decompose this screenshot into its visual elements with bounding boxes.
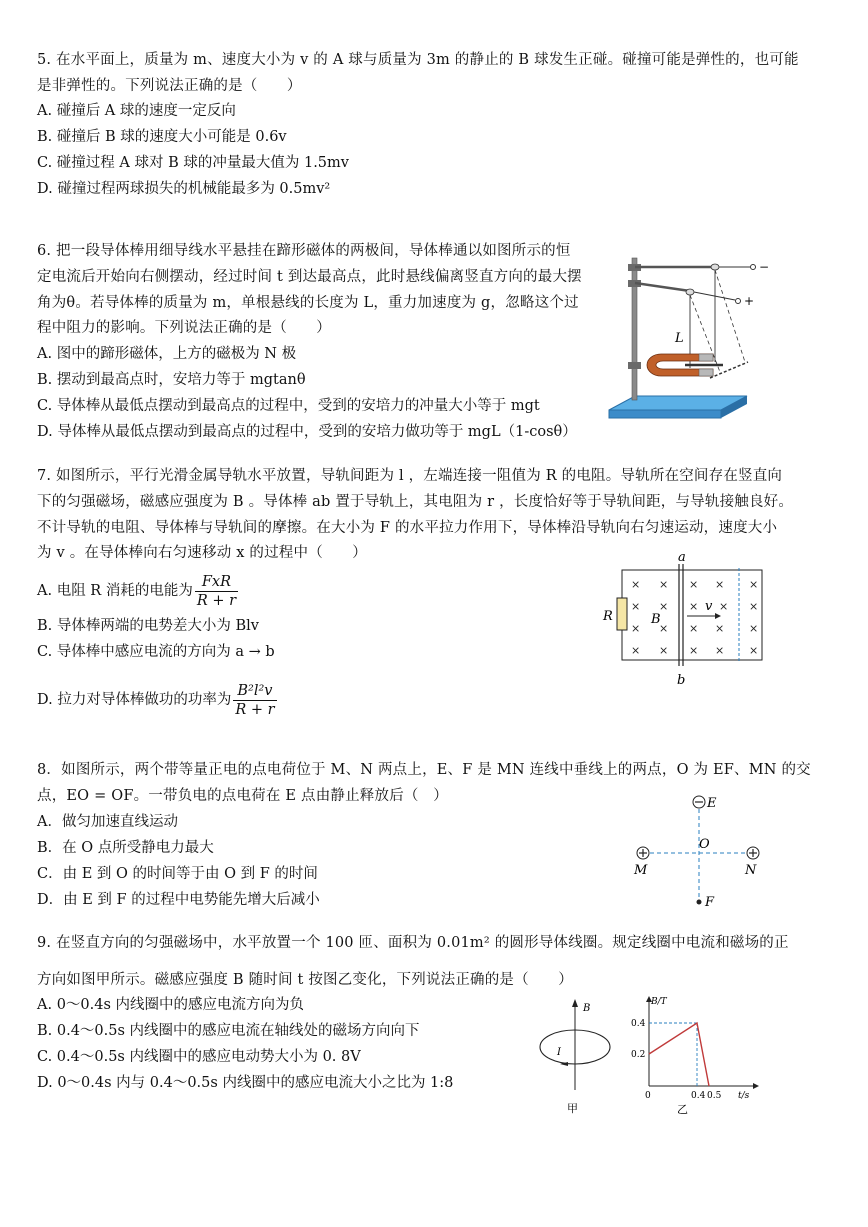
q7-option-d-denominator: R + r xyxy=(235,701,275,718)
field-cross: × xyxy=(659,600,669,613)
q9-option-c: C. 0.4～0.5s 内线圈中的感应电动势大小为 0. 8V xyxy=(37,1049,361,1065)
field-cross: × xyxy=(631,600,641,613)
terminal-plus xyxy=(736,299,741,304)
q5-stem-line2: 是非弹性的。下列说法正确的是（ ） xyxy=(37,78,302,94)
point-f xyxy=(697,900,702,905)
label-n: N xyxy=(745,863,757,878)
field-cross: × xyxy=(631,622,641,635)
q7-option-c: C. 导体棒中感应电流的方向为 a → b xyxy=(37,644,275,660)
field-cross: × xyxy=(689,622,699,635)
q7-option-a-text: A. 电阻 R 消耗的电能为 xyxy=(37,583,193,599)
q9-bt-graph xyxy=(625,992,760,1117)
q9-stem-line2: 方向如图甲所示。磁感应强度 B 随时间 t 按图乙变化，下列说法正确的是（ ） xyxy=(37,972,573,988)
graph-tick-02: 0.2 xyxy=(631,1050,646,1060)
q7-option-a-denominator: R + r xyxy=(196,592,237,609)
q9-stem-line1: 9. 在竖直方向的匀强磁场中，水平放置一个 100 匝、面积为 0.01m² 的圆形导体线圈。规定线圈中电流和磁场的正 xyxy=(37,935,789,951)
q8-option-b: B．在 O 点所受静电力最大 xyxy=(37,840,214,856)
terminal-upper xyxy=(711,264,719,270)
q7-option-a xyxy=(37,571,238,611)
q5-option-d: D. 碰撞过程两球损失的机械能最多为 0.5mv² xyxy=(37,181,331,197)
q5-option-b: B. 碰撞后 B 球的速度大小可能是 0.6v xyxy=(37,129,287,145)
label-a: a xyxy=(678,550,686,565)
q5-option-c: C. 碰撞过程 A 球对 B 球的冲量最大值为 1.5mv xyxy=(37,155,349,171)
graph-y-axis-label: B/T xyxy=(651,997,667,1007)
q7-option-a-numerator: FxR xyxy=(195,573,238,592)
q5-option-a: A. 碰撞后 A 球的速度一定反向 xyxy=(37,103,236,119)
length-label: L xyxy=(675,331,684,346)
label-b: b xyxy=(677,673,686,688)
q9-option-a: A. 0～0.4s 内线圈中的感应电流方向为负 xyxy=(37,997,305,1013)
q6-stem-line1: 6. 把一段导体棒用细导线水平悬挂在蹄形磁体的两极间，导体棒通以如图所示的恒 xyxy=(37,243,571,259)
coil-b-label: B xyxy=(583,1003,591,1014)
resistor-r xyxy=(617,598,627,630)
stand-post xyxy=(632,258,637,400)
graph-tick-x04: 0.4 xyxy=(691,1091,706,1101)
field-cross: × xyxy=(689,600,699,613)
terminal-minus xyxy=(751,265,756,270)
q6-option-c: C. 导体棒从最低点摆动到最高点的过程中，受到的安培力的冲量大小等于 mgt xyxy=(37,398,540,414)
q6-option-a: A. 图中的蹄形磁体，上方的磁极为 N 极 xyxy=(37,346,297,362)
q8-charges-figure xyxy=(625,792,775,917)
plus-sign: + xyxy=(744,294,755,308)
figure-yi-label: 乙 xyxy=(677,1103,688,1116)
q7-option-d xyxy=(37,680,277,720)
field-cross: × xyxy=(715,644,725,657)
resistor-label: R xyxy=(603,609,613,624)
q7-option-b: B. 导体棒两端的电势差大小为 Blv xyxy=(37,618,259,634)
label-field-b: B xyxy=(651,612,661,627)
field-cross: × xyxy=(659,578,669,591)
graph-x-axis-label: t/s xyxy=(738,1091,750,1101)
b-t-curve xyxy=(649,1023,709,1086)
field-cross: × xyxy=(749,622,759,635)
q7-option-d-numerator: B²l²v xyxy=(233,682,276,701)
graph-tick-04: 0.4 xyxy=(631,1019,646,1029)
field-cross: × xyxy=(749,600,759,613)
label-f: F xyxy=(705,895,715,910)
q8-option-c: C．由 E 到 O 的时间等于由 O 到 F 的时间 xyxy=(37,866,318,882)
q6-option-b: B. 摆动到最高点时，安培力等于 mgtanθ xyxy=(37,372,306,388)
q7-stem-line3: 不计导轨的电阻、导体棒与导轨间的摩擦。在大小为 F 的水平拉力作用下，导体棒沿导轨向右匀速运动，速度大小 xyxy=(37,520,778,536)
q9-coil-figure xyxy=(535,995,625,1115)
q6-stem-line2: 定电流后开始向右侧摆动，经过时间 t 到达最高点，此时悬线偏离竖直方向的最大摆 xyxy=(37,269,582,285)
q6-apparatus-figure xyxy=(605,250,775,425)
coil-current-label: I xyxy=(557,1047,561,1058)
field-cross: × xyxy=(689,578,699,591)
thread-right-deflected xyxy=(715,270,745,362)
label-m: M xyxy=(634,863,648,878)
q8-stem-line1: 8．如图所示，两个带等量正电的点电荷位于 M、N 两点上，E、F 是 MN 连线中垂线上的两点，O 为 EF、MN 的交 xyxy=(37,762,811,778)
field-cross: × xyxy=(631,578,641,591)
graph-tick-x0: 0 xyxy=(645,1091,651,1101)
q7-stem-line4: 为 v 。在导体棒向右匀速移动 x 的过程中（ ） xyxy=(37,545,368,561)
graph-tick-x05: 0.5 xyxy=(707,1091,722,1101)
axis-arrow-icon xyxy=(572,999,578,1007)
x-axis-arrow-icon xyxy=(753,1083,759,1089)
q5-stem-line1: 5. 在水平面上，质量为 m、速度大小为 v 的 A 球与质量为 3m 的静止的 B 球发生正碰。碰撞可能是弹性的，也可能 xyxy=(37,52,799,68)
terminal-lower xyxy=(686,289,694,295)
q6-stem-line3: 角为θ。若导体棒的质量为 m，单根悬线的长度为 L，重力加速度为 g，忽略这个过 xyxy=(37,295,579,311)
q6-stem-line4: 程中阻力的影响。下列说法正确的是（ ） xyxy=(37,320,331,336)
q7-stem-line1: 7. 如图所示，平行光滑金属导轨水平放置，导轨间距为 l ，左端连接一阻值为 R 的电阻。导轨所在空间存在竖直向 xyxy=(37,468,783,484)
minus-sign: − xyxy=(759,260,770,274)
field-cross: × xyxy=(689,644,699,657)
q7-stem-line2: 下的匀强磁场，磁感应强度为 B 。导体棒 ab 置于导轨上，其电阻为 r ，长度恰好等于导轨间距，与导轨接触良好。 xyxy=(37,494,794,510)
field-cross: × xyxy=(715,578,725,591)
label-o: O xyxy=(699,837,710,852)
q8-option-d: D．由 E 到 F 的过程中电势能先增大后减小 xyxy=(37,892,320,908)
label-e: E xyxy=(707,796,717,811)
field-cross: × xyxy=(749,578,759,591)
velocity-arrowhead xyxy=(715,613,721,619)
field-cross: × xyxy=(659,622,669,635)
rod-lower xyxy=(635,283,690,291)
field-cross: × xyxy=(749,644,759,657)
stand-base-front xyxy=(609,410,721,418)
figure-jia-label: 甲 xyxy=(567,1102,578,1115)
magnet-pole-top xyxy=(699,354,713,361)
q9-option-d: D. 0～0.4s 内与 0.4～0.5s 内线圈中的感应电流大小之比为 1:8 xyxy=(37,1075,454,1091)
q9-option-b: B. 0.4～0.5s 内线圈中的感应电流在轴线处的磁场方向向下 xyxy=(37,1023,420,1039)
q6-option-d: D. 导体棒从最低点摆动到最高点的过程中，受到的安培力做功等于 mgL（1-cosθ） xyxy=(37,424,577,440)
field-cross: × xyxy=(719,600,729,613)
q8-stem-line2: 点，EO = OF。一带负电的点电荷在 E 点由静止释放后（ ） xyxy=(37,788,448,804)
q8-option-a: A．做匀加速直线运动 xyxy=(37,814,178,830)
field-cross: × xyxy=(659,644,669,657)
wire-lower xyxy=(694,292,735,300)
clamp-bottom xyxy=(628,362,641,369)
label-velocity: v xyxy=(705,599,713,614)
q7-rail-figure xyxy=(595,550,775,690)
field-cross: × xyxy=(715,622,725,635)
magnet-pole-bottom xyxy=(699,369,713,376)
q7-option-d-text: D. 拉力对导体棒做功的功率为 xyxy=(37,692,232,708)
field-cross: × xyxy=(631,644,641,657)
